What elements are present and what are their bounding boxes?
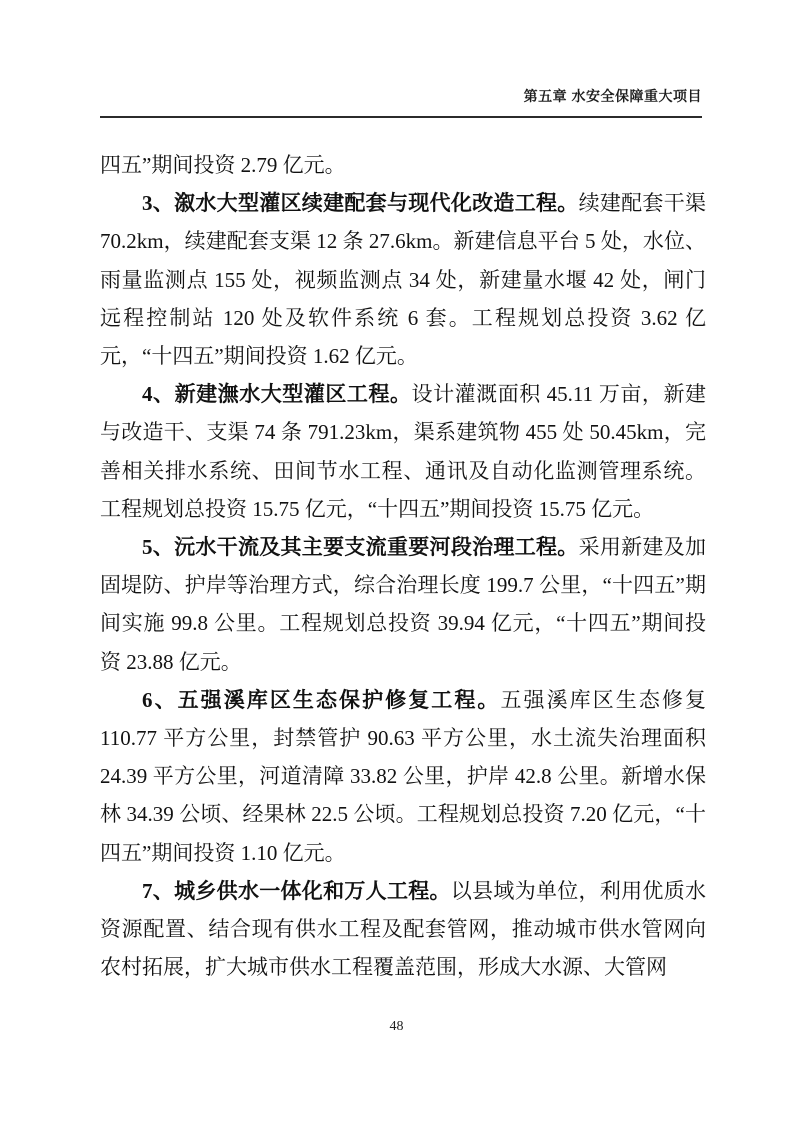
page-number: 48 [389, 1019, 404, 1034]
paragraph-project-5-body: 采用新建及加固堤防、护岸等治理方式，综合治理长度 199.7 公里，“十四五”期间实施 99.8 公里。工程规划总投资 39.94 亿元，“十四五”期间投资 23.88 亿元。 [100, 535, 707, 674]
paragraph-project-3 [100, 184, 706, 375]
paragraph-project-3-body: 续建配套干渠 70.2km，续建配套支渠 12 条 27.6km。新建信息平台 5 处，水位、雨量监测点 155 处，视频监测点 34 处，新建量水堰 42 处，闸门远程控制站 120 处及软件系统 6 套。工程规划总投资 3.62 亿元，“十四五”期间投资 1.62 亿元。 [100, 191, 707, 369]
paragraph-project-5-heading: 5、沅水干流及其主要支流重要河段治理工程。 [142, 535, 579, 560]
paragraph-project-6 [100, 681, 706, 872]
paragraph-continuation: 四五”期间投资 2.79 亿元。 [100, 153, 346, 177]
paragraph-project-6-heading: 6、五强溪库区生态保护修复工程。 [142, 687, 501, 712]
paragraph-project-7 [100, 872, 706, 987]
paragraph-project-4 [100, 375, 706, 528]
paragraph-project-5 [100, 528, 706, 681]
paragraph-project-4-heading: 4、新建潕水大型灌区工程。 [142, 382, 412, 407]
paragraph-project-4-body: 设计灌溉面积 45.11 万亩，新建与改造干、支渠 74 条 791.23km，渠系建筑物 455 处 50.45km，完善相关排水系统、田间节水工程、通讯及自动化监测管理系统。工程规划总投资 15.75 亿元，“十四五”期间投资 15.75 亿元。 [100, 382, 706, 521]
paragraph-project-3-heading: 3、溆水大型灌区续建配套与现代化改造工程。 [142, 191, 579, 216]
paragraph-project-7-heading: 7、城乡供水一体化和万人工程。 [142, 878, 451, 903]
paragraph-project-6-body: 五强溪库区生态修复 110.77 平方公里，封禁管护 90.63 平方公里，水土流失治理面积 24.39 平方公里，河道清障 33.82 公里，护岸 42.8 公里。新增水保林 34.39 公顷、经果林 22.5 公顷。工程规划总投资 7.20 亿元，“十四五”期间投资 1.10 亿元。 [100, 687, 706, 865]
running-header-title: 第五章 水安全保障重大项目 [523, 88, 702, 104]
document-body [100, 146, 706, 986]
header-rule-divider [100, 116, 702, 118]
paragraph-project-7-body: 以县域为单位，利用优质水资源配置、结合现有供水工程及配套管网，推动城市供水管网向农村拓展，扩大城市供水工程覆盖范围，形成大水源、大管网 [100, 878, 707, 980]
